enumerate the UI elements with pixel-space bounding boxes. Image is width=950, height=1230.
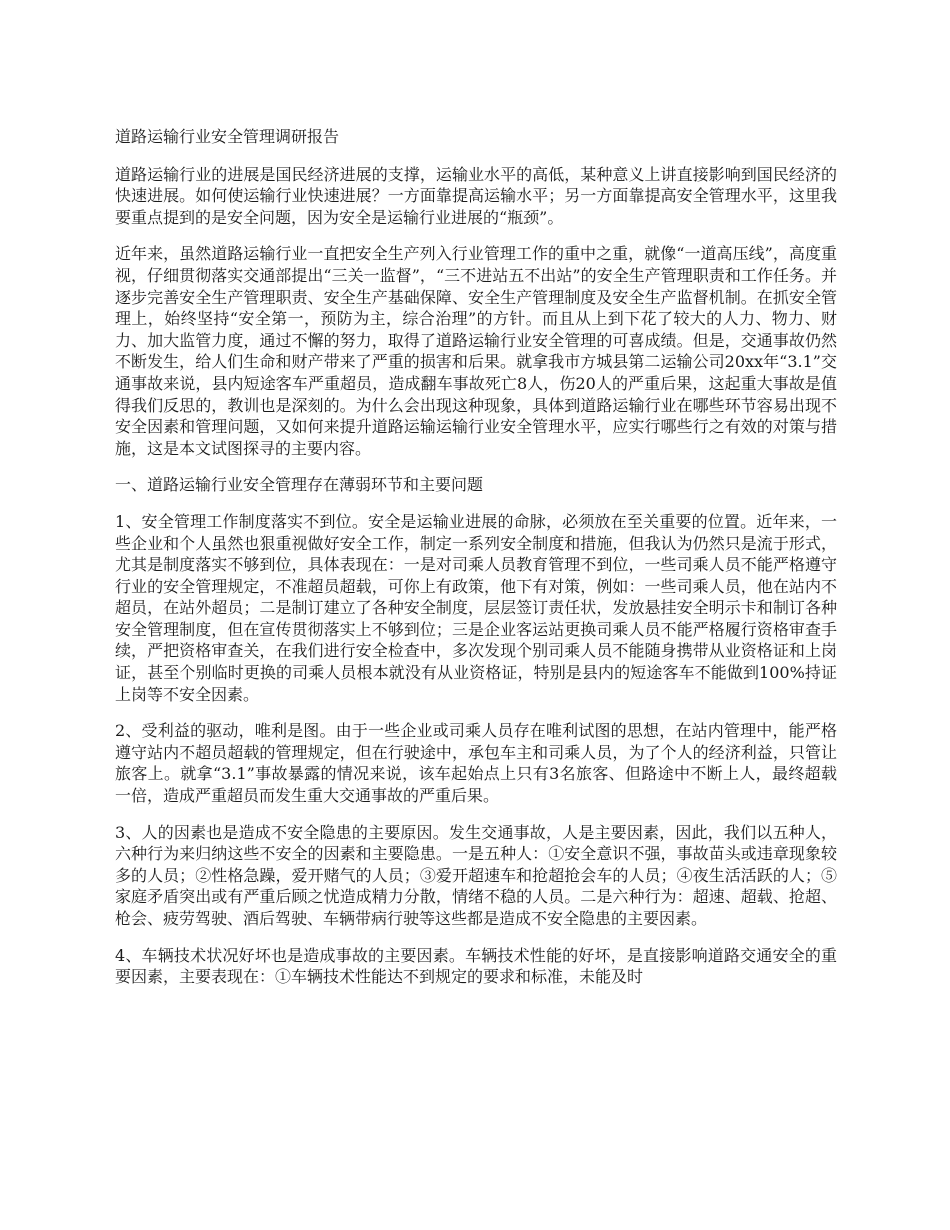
document-page	[115, 126, 837, 1003]
section-heading-problems: 一、道路运输行业安全管理存在薄弱环节和主要问题	[115, 475, 484, 495]
document-title: 道路运输行业安全管理调研报告	[115, 127, 340, 146]
paragraph-point-3: 3、人的因素也是造成不安全隐患的主要原因。发生交通事故，人是主要因素，因此，我们以五种人，六种行为来归纳这些不安全的因素和主要隐患。一是五种人：①安全意识不强，事故苗头或违章现象较多的人员；②性格急躁，爱开赌气的人员；③爱开超速车和抢超抢会车的人员；④夜生活活跃的人；⑤家庭矛盾突出或有严重后顾之忧造成精力分散，情绪不稳的人员。二是六种行为：超速、超载、抢超、枪会、疲劳驾驶、酒后驾驶、车辆带病行驶等这些都是造成不安全隐患的主要因素。	[115, 822, 837, 928]
paragraph-point-4: 4、车辆技术状况好坏也是造成事故的主要因素。车辆技术性能的好坏，是直接影响道路交通安全的重要因素，主要表现在：①车辆技术性能达不到规定的要求和标准，未能及时	[115, 945, 837, 987]
paragraph-point-1: 1、安全管理工作制度落实不到位。安全是运输业进展的命脉，必须放在至关重要的位置。近年来，一些企业和个人虽然也狠重视做好安全工作，制定一系列安全制度和措施，但我认为仍然只是流于形式，尤其是制度落实不够到位，具体表现在：一是对司乘人员教育管理不到位，一些司乘人员不能严格遵守行业的安全管理规定，不准超员超载，可你上有政策，他下有对策，例如：一些司乘人员，他在站内不超员，在站外超员；二是制订建立了各种安全制度，层层签订责任状，发放悬挂安全明示卡和制订各种安全管理制度，但在宣传贯彻落实上不够到位；三是企业客运站更换司乘人员不能严格履行资格审查手续，严把资格审查关，在我们进行安全检查中，多次发现个别司乘人员不能随身携带从业资格证和上岗证，甚至个别临时更换的司乘人员根本就没有从业资格证，特别是县内的短途客车不能做到100%持证上岗等不安全因素。	[115, 511, 837, 704]
paragraph-background: 近年来，虽然道路运输行业一直把安全生产列入行业管理工作的重中之重，就像“一道高压线”，高度重视，仔细贯彻落实交通部提出“三关一监督”，“三不进站五不出站”的安全生产管理职责和工作任务。并逐步完善安全生产管理职责、安全生产基础保障、安全生产管理制度及安全生产监督机制。在抓安全管理上，始终坚持“安全第一，预防为主，综合治理”的方针。而且从上到下花了较大的人力、物力、财力、加大监管力度，通过不懈的努力，取得了道路运输行业安全管理的可喜成绩。但是，交通事故仍然不断发生，给人们生命和财产带来了严重的损害和后果。就拿我市方城县第二运输公司20xx年“3.1”交通事故来说，县内短途客车严重超员，造成翻车事故死亡8人，伤20人的严重后果，这起重大事故是值得我们反思的，教训也是深刻的。为什么会出现这种现象，具体到道路运输行业在哪些环节容易出现不安全因素和管理问题，又如何来提升道路运输运输行业安全管理水平，应实行哪些行之有效的对策与措施，这是本文试图探寻的主要内容。	[115, 244, 837, 458]
paragraph-intro: 道路运输行业的进展是国民经济进展的支撑，运输业水平的高低，某种意义上讲直接影响到国民经济的快速进展。如何使运输行业快速进展？一方面靠提高运输水平；另一方面靠提高安全管理水平，这里我要重点提到的是安全问题，因为安全是运输行业进展的“瓶颈”。	[115, 164, 837, 227]
paragraph-point-2: 2、受利益的驱动，唯利是图。由于一些企业或司乘人员存在唯利试图的思想，在站内管理中，能严格遵守站内不超员超载的管理规定，但在行驶途中，承包车主和司乘人员，为了个人的经济利益，只管让旅客上。就拿“3.1”事故暴露的情况来说，该车起始点上只有3名旅客、但路途中不断上人，最终超载一倍，造成严重超员而发生重大交通事故的严重后果。	[115, 721, 837, 806]
